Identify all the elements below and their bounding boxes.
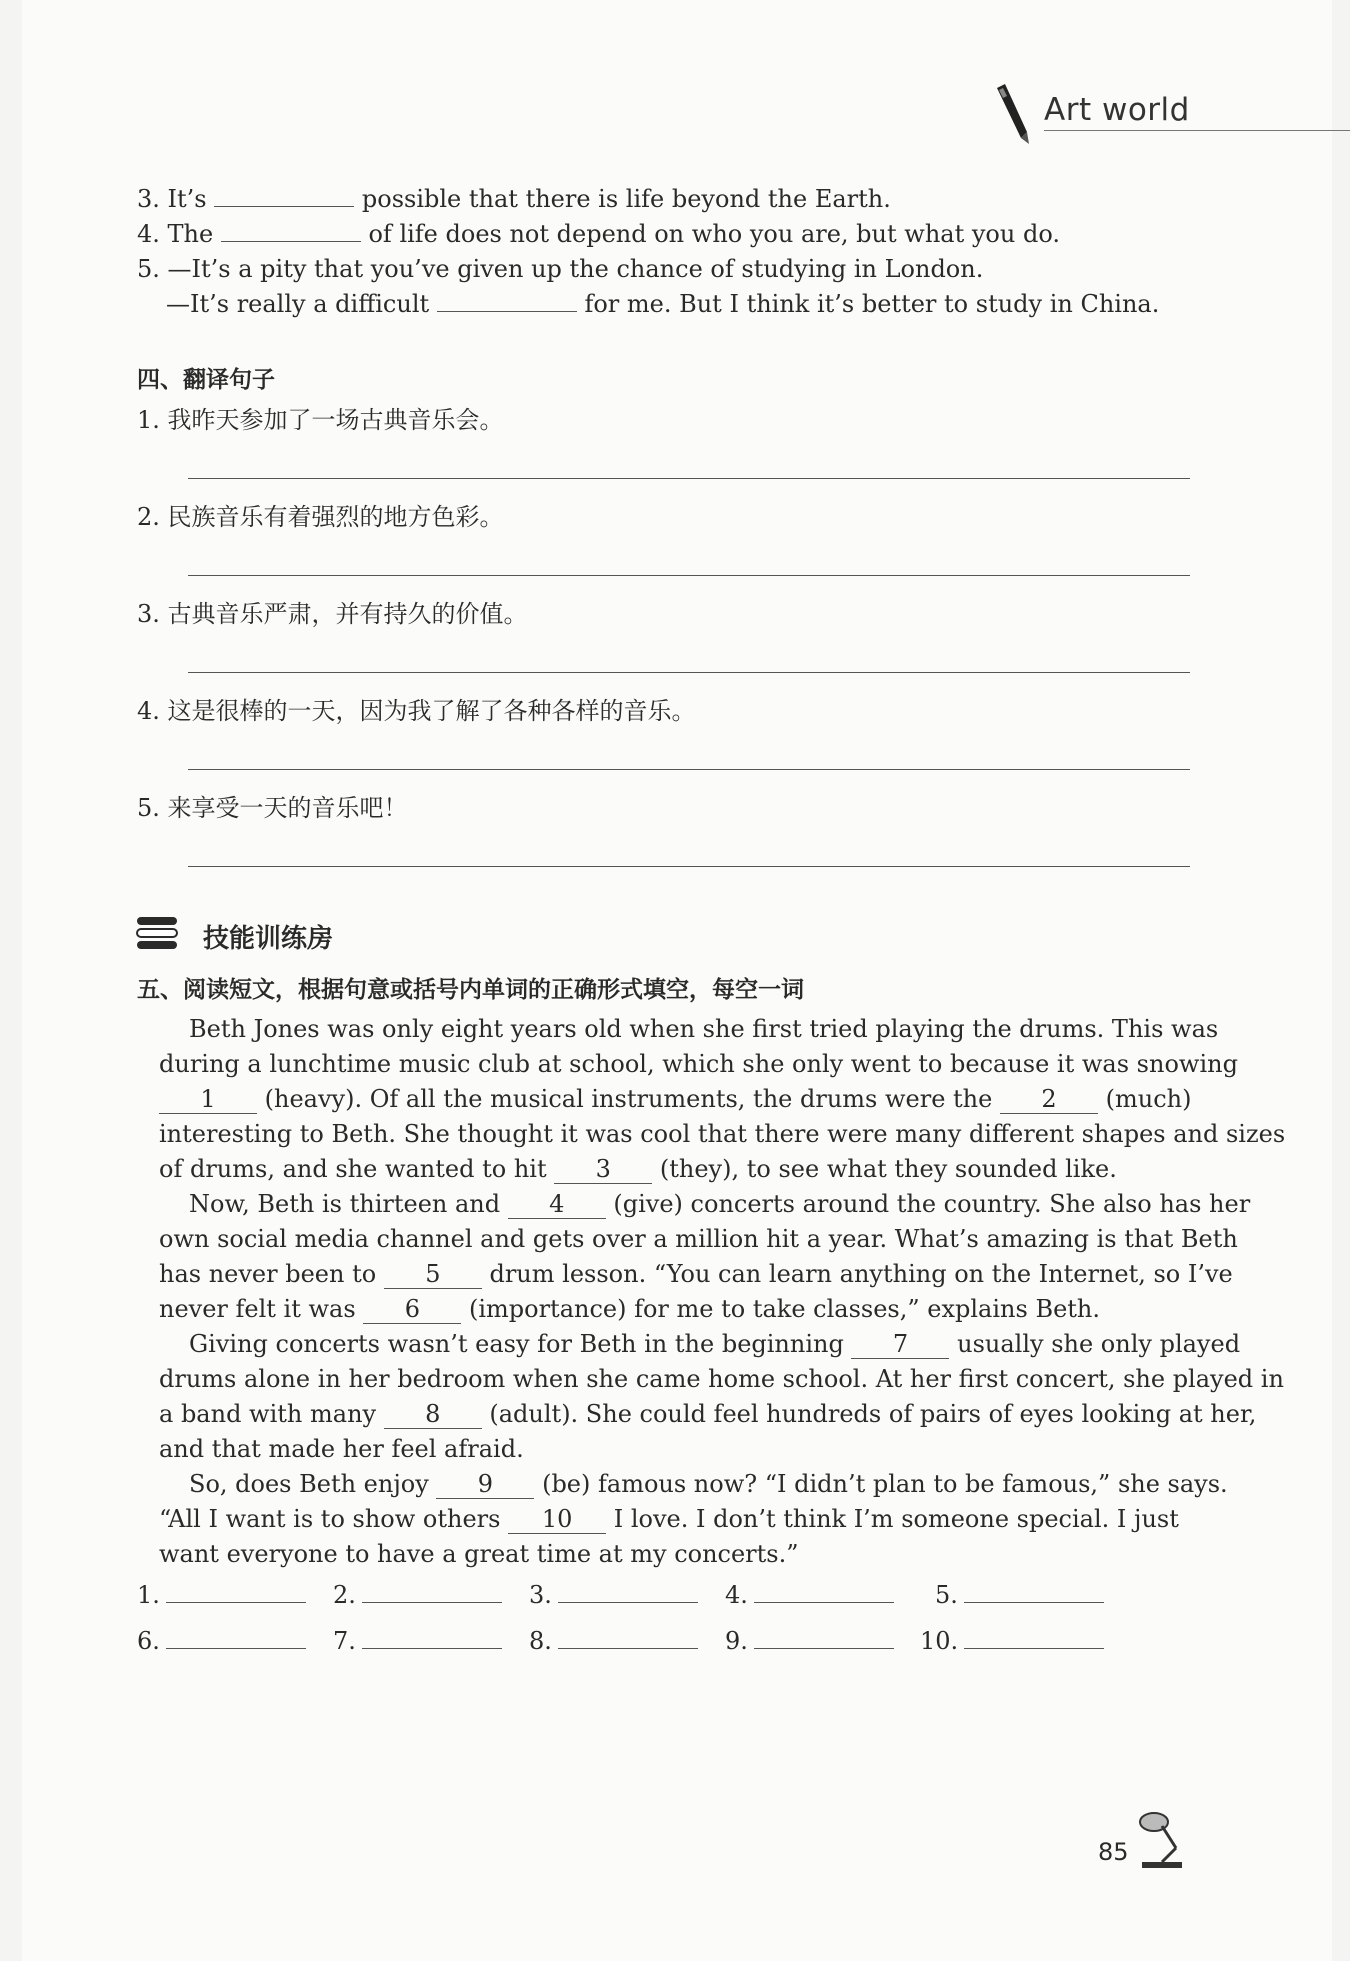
passage-line xyxy=(189,1187,1250,1222)
answer-item-10 xyxy=(920,1626,1104,1655)
passage-text: (much) xyxy=(1105,1085,1192,1113)
answer-label: 1. xyxy=(137,1581,160,1609)
answer-item-5 xyxy=(935,1580,1104,1609)
passage-text: of drums, and she wanted to hit xyxy=(159,1155,547,1183)
blank-7[interactable]: 7 xyxy=(851,1330,949,1359)
answer-blank-6[interactable] xyxy=(166,1626,306,1649)
question-3 xyxy=(137,184,891,214)
answer-label: 10. xyxy=(920,1627,959,1655)
passage-text: never felt it was xyxy=(159,1295,356,1323)
answer-blank-4[interactable] xyxy=(754,1580,894,1603)
passage-line xyxy=(159,1502,1179,1537)
passage-text: (importance) for me to take classes,” explains Beth. xyxy=(468,1295,1101,1323)
passage-text: usually she only played xyxy=(957,1330,1241,1358)
passage-line: Beth Jones was only eight years old when she first tried playing the drums. This was xyxy=(189,1015,1219,1043)
passage-text: (they), to see what they sounded like. xyxy=(659,1155,1117,1183)
translate-answer-line-1[interactable] xyxy=(188,478,1190,479)
q4-text: of life does not depend on who you are, but what you do. xyxy=(368,220,1060,248)
passage-text: (adult). She could feel hundreds of pairs of eyes looking at her, xyxy=(489,1400,1257,1428)
translate-answer-line-2[interactable] xyxy=(188,575,1190,576)
passage-line xyxy=(159,1257,1233,1292)
answer-blank-10[interactable] xyxy=(964,1626,1104,1649)
passage-line xyxy=(159,1152,1117,1187)
passage-line xyxy=(189,1327,1240,1362)
answer-label: 6. xyxy=(137,1627,160,1655)
answer-item-2 xyxy=(333,1580,502,1609)
blank-10[interactable]: 10 xyxy=(508,1505,606,1534)
blank-6[interactable]: 6 xyxy=(363,1295,461,1324)
answer-blank-7[interactable] xyxy=(362,1626,502,1649)
translate-item-4: 4. 这是很棒的一天，因为我了解了各种各样的音乐。 xyxy=(137,697,696,725)
answer-label: 8. xyxy=(529,1627,552,1655)
passage-text: I love. I don’t think I’m someone special. I just xyxy=(613,1505,1179,1533)
workbook-page xyxy=(22,0,1332,1961)
translate-answer-line-5[interactable] xyxy=(188,866,1190,867)
answer-item-3 xyxy=(529,1580,698,1609)
translate-answer-line-3[interactable] xyxy=(188,672,1190,673)
translate-item-5: 5. 来享受一天的音乐吧！ xyxy=(137,794,408,822)
question-4 xyxy=(137,219,1060,249)
passage-line: and that made her feel afraid. xyxy=(159,1435,524,1463)
passage-text: (heavy). Of all the musical instruments, the drums were the xyxy=(264,1085,993,1113)
skills-icon xyxy=(135,913,181,953)
answer-blank-5[interactable] xyxy=(964,1580,1104,1603)
q5b-blank[interactable] xyxy=(437,289,577,312)
answer-label: 9. xyxy=(725,1627,748,1655)
passage-line xyxy=(159,1397,1256,1432)
translate-item-3: 3. 古典音乐严肃，并有持久的价值。 xyxy=(137,600,528,628)
passage-line: drums alone in her bedroom when she came home school. At her first concert, she played in xyxy=(159,1365,1284,1393)
blank-9[interactable]: 9 xyxy=(436,1470,534,1499)
q3-blank[interactable] xyxy=(214,184,354,207)
q5b-after: for me. But I think it’s better to study in China. xyxy=(584,290,1160,318)
answer-blank-3[interactable] xyxy=(558,1580,698,1603)
passage-line xyxy=(189,1467,1228,1502)
passage-text: Now, Beth is thirteen and xyxy=(189,1190,501,1218)
answer-item-1 xyxy=(137,1580,306,1609)
translate-answer-line-4[interactable] xyxy=(188,769,1190,770)
answer-label: 4. xyxy=(725,1581,748,1609)
passage-line xyxy=(159,1082,1191,1117)
pen-icon xyxy=(987,80,1047,150)
blank-4[interactable]: 4 xyxy=(508,1190,606,1219)
answer-blank-1[interactable] xyxy=(166,1580,306,1603)
passage-text: (give) concerts around the country. She also has her xyxy=(613,1190,1251,1218)
q4-label: 4. The xyxy=(137,220,214,248)
passage-text: “All I want is to show others xyxy=(159,1505,501,1533)
translate-item-1: 1. 我昨天参加了一场古典音乐会。 xyxy=(137,406,504,434)
page-number: 85 xyxy=(1098,1838,1129,1866)
passage-line: own social media channel and gets over a million hit a year. What’s amazing is that Beth xyxy=(159,1225,1238,1253)
blank-3[interactable]: 3 xyxy=(554,1155,652,1184)
section-header xyxy=(987,80,1350,150)
answer-label: 5. xyxy=(935,1581,958,1609)
header-title: Art world xyxy=(1044,92,1190,128)
blank-8[interactable]: 8 xyxy=(384,1400,482,1429)
q4-blank[interactable] xyxy=(221,219,361,242)
answer-blank-9[interactable] xyxy=(754,1626,894,1649)
translate-heading: 四、翻译句子 xyxy=(137,367,275,393)
passage-text: Giving concerts wasn’t easy for Beth in the beginning xyxy=(189,1330,844,1358)
answer-blank-8[interactable] xyxy=(558,1626,698,1649)
answer-item-6 xyxy=(137,1626,306,1655)
blank-2[interactable]: 2 xyxy=(1000,1085,1098,1114)
question-5b xyxy=(166,289,1159,319)
translate-item-2: 2. 民族音乐有着强烈的地方色彩。 xyxy=(137,503,504,531)
passage-text: a band with many xyxy=(159,1400,377,1428)
passage-line: during a lunchtime music club at school, which she only went to because it was snowing xyxy=(159,1050,1238,1078)
answer-label: 7. xyxy=(333,1627,356,1655)
header-rule xyxy=(1044,130,1350,131)
passage-text: (be) famous now? “I didn’t plan to be famous,” she says. xyxy=(542,1470,1228,1498)
q3-text: possible that there is life beyond the Earth. xyxy=(361,185,891,213)
desk-lamp-icon xyxy=(1132,1808,1190,1870)
question-5a: 5. —It’s a pity that you’ve given up the chance of studying in London. xyxy=(137,255,984,283)
answer-blank-2[interactable] xyxy=(362,1580,502,1603)
q3-label: 3. It’s xyxy=(137,185,207,213)
answer-label: 2. xyxy=(333,1581,356,1609)
blank-5[interactable]: 5 xyxy=(384,1260,482,1289)
passage-line xyxy=(159,1292,1100,1327)
passage-text: drum lesson. “You can learn anything on the Internet, so I’ve xyxy=(489,1260,1233,1288)
answer-item-9 xyxy=(725,1626,894,1655)
answer-item-8 xyxy=(529,1626,698,1655)
answer-item-4 xyxy=(725,1580,894,1609)
answer-item-7 xyxy=(333,1626,502,1655)
q5b-before: —It’s really a difficult xyxy=(166,290,430,318)
answer-label: 3. xyxy=(529,1581,552,1609)
passage-text: has never been to xyxy=(159,1260,377,1288)
passage-text: So, does Beth enjoy xyxy=(189,1470,429,1498)
passage-line: interesting to Beth. She thought it was cool that there were many different shapes and sizes xyxy=(159,1120,1286,1148)
reading-heading: 五、阅读短文，根据句意或括号内单词的正确形式填空，每空一词 xyxy=(137,977,804,1003)
skills-title: 技能训练房 xyxy=(203,924,334,954)
blank-1[interactable]: 1 xyxy=(159,1085,257,1114)
passage-line: want everyone to have a great time at my concerts.” xyxy=(159,1540,799,1568)
